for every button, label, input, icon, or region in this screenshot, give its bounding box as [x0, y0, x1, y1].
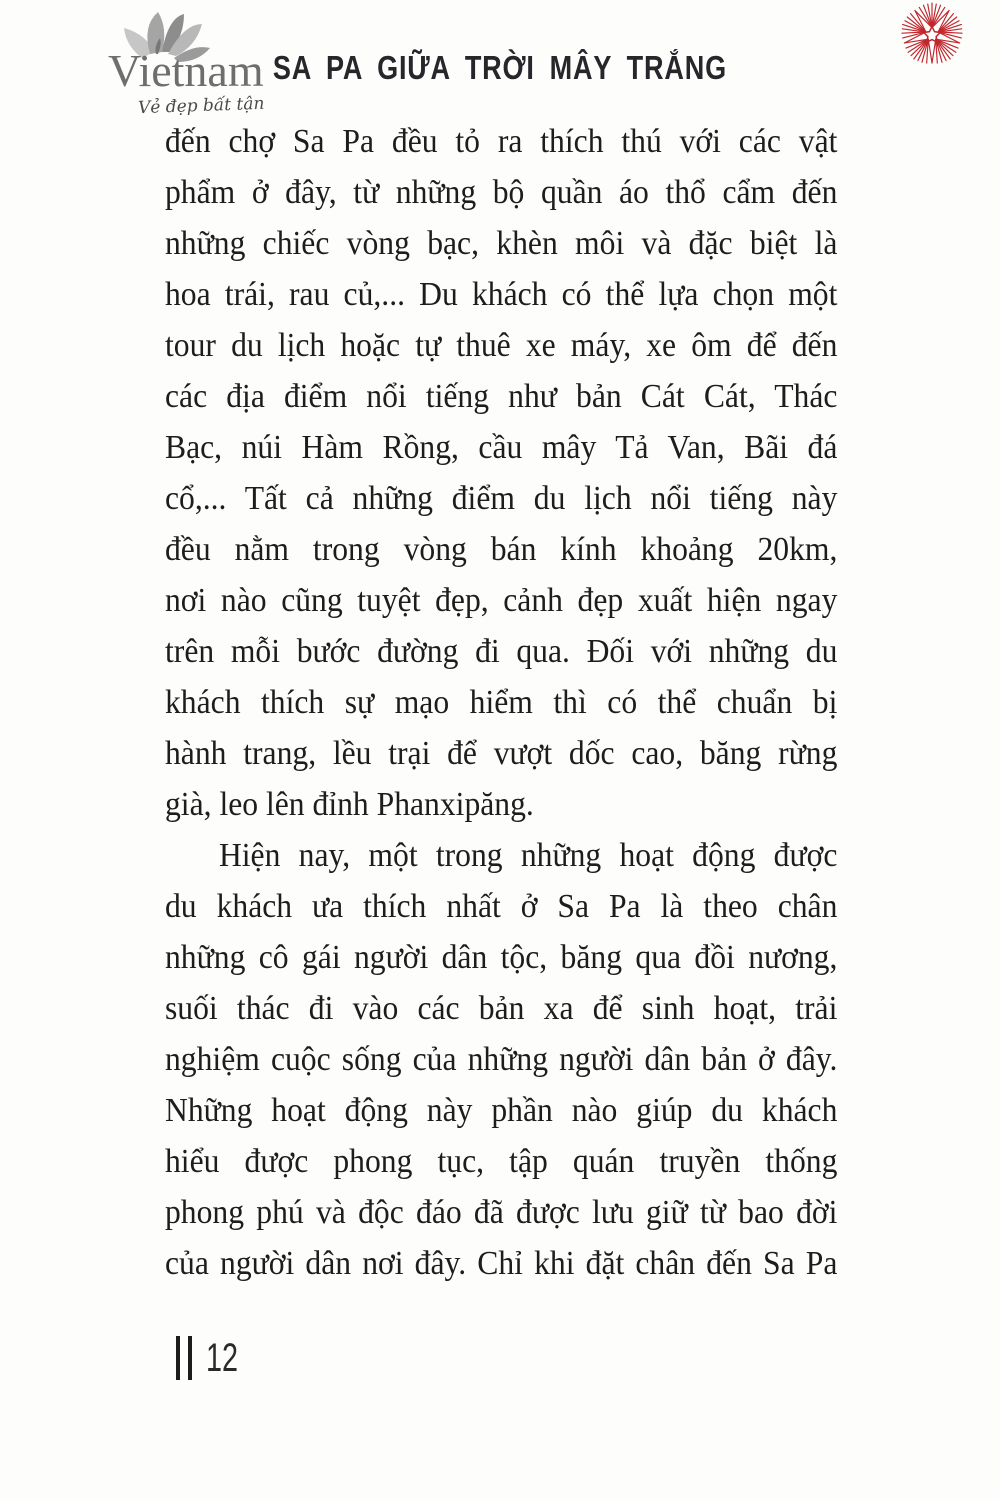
text-line: các địa điểm nổi tiếng như bản Cát Cát, Thác	[165, 378, 838, 415]
text-line: du khách ưa thích nhất ở Sa Pa là theo chân	[165, 888, 838, 925]
text-line: tour du lịch hoặc tự thuê xe máy, xe ôm để đến	[165, 327, 838, 364]
text-line: nghiệm cuộc sống của những người dân bản ở đây.	[165, 1041, 838, 1078]
text-line: hoa trái, rau củ,... Du khách có thể lựa chọn một	[165, 276, 838, 313]
text-line: phong phú và độc đáo đã được lưu giữ từ bao đời	[165, 1194, 838, 1231]
text-line: hành trang, lều trại để vượt dốc cao, băng rừng	[165, 735, 838, 772]
text-line: hiểu được phong tục, tập quán truyền thống	[165, 1143, 838, 1180]
text-line: của người dân nơi đây. Chỉ khi đặt chân đến Sa Pa	[165, 1245, 838, 1282]
text-line: những cô gái người dân tộc, băng qua đồi nương,	[165, 939, 838, 976]
text-line: Hiện nay, một trong những hoạt động được	[218, 837, 838, 874]
text-line: Những hoạt động này phần nào giúp du khách	[165, 1092, 838, 1129]
text-line: già, leo lên đỉnh Phanxipăng.	[165, 786, 534, 823]
publisher-starburst-icon	[896, 2, 968, 66]
logo-tagline-text: Vẻ đẹp bất tận	[137, 93, 265, 119]
page-footer	[176, 1336, 251, 1380]
text-line: đều nằm trong vòng bán kính khoảng 20km,	[165, 531, 838, 568]
logo-brand-text: Vietnam	[108, 45, 264, 96]
text-line: Bạc, núi Hàm Rồng, cầu mây Tả Van, Bãi đá	[165, 429, 838, 466]
text-line: trên mỗi bước đường đi qua. Đối với những du	[165, 633, 838, 670]
page-number: 12	[206, 1336, 239, 1380]
page-number-bars-icon	[176, 1336, 192, 1380]
text-line: đến chợ Sa Pa đều tỏ ra thích thú với các vật	[165, 123, 838, 160]
text-line: nơi nào cũng tuyệt đẹp, cảnh đẹp xuất hiện ngay	[165, 582, 838, 619]
chapter-title: SA PA GIỮA TRỜI MÂY TRẮNG	[272, 49, 728, 86]
text-line: suối thác đi vào các bản xa để sinh hoạt, trải	[165, 990, 838, 1027]
text-line: những chiếc vòng bạc, khèn môi và đặc biệt là	[165, 225, 838, 262]
text-line: phẩm ở đây, từ những bộ quần áo thổ cẩm đến	[165, 174, 838, 211]
text-line: khách thích sự mạo hiểm thì có thể chuẩn bị	[165, 684, 838, 721]
body-text	[165, 116, 837, 1289]
text-line: cổ,... Tất cả những điểm du lịch nổi tiếng này	[165, 480, 838, 517]
